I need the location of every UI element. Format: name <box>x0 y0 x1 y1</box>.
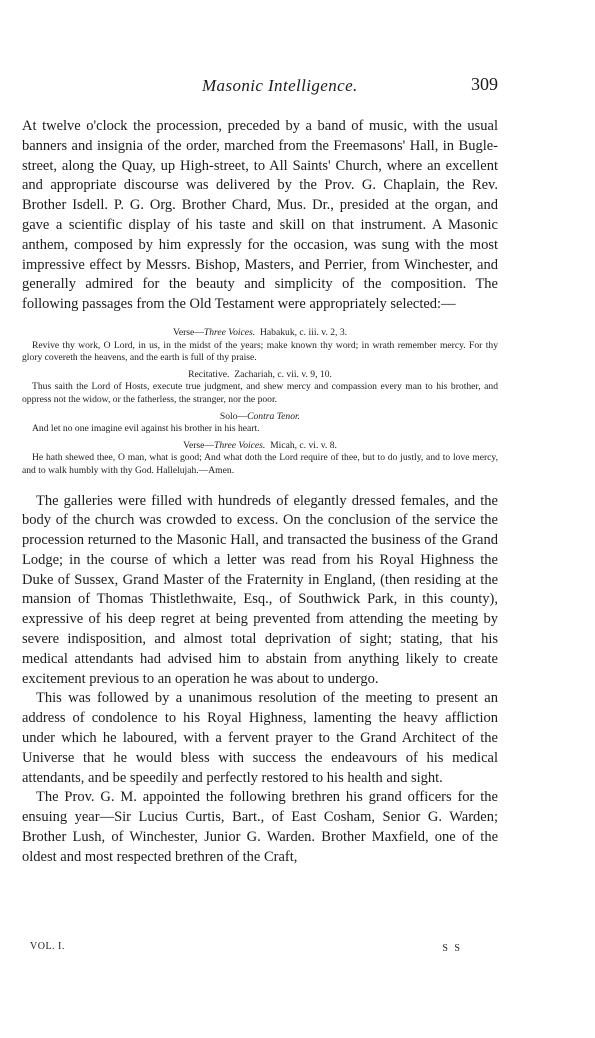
signature-mark: S S <box>442 943 462 954</box>
running-title: Masonic Intelligence. <box>202 76 358 95</box>
passage-reference: Micah, c. vi. v. 8. <box>270 439 337 451</box>
page-body <box>22 117 498 868</box>
passage-voices: Three Voices. <box>203 326 256 338</box>
passage-label: Solo— <box>219 410 248 422</box>
passage-text: He hath shewed thee, O man, what is good; And what doth the Lord require of thee, but to do justly, and to love mercy, and to walk humbly with thy God. Hallelujah.—Amen. <box>22 452 498 476</box>
passage-label: Verse— <box>172 326 204 338</box>
volume-marker: VOL. I. <box>30 941 65 952</box>
passage-voices: Three Voices. <box>213 439 266 451</box>
passage-text: Revive thy work, O Lord, in us, in the midst of the years; make known thy word; in wrath remember mercy. For thy glory covereth the heavens, and the earth is full of thy praise. <box>22 339 498 364</box>
paragraph-procession: At twelve o'clock the procession, preceded by a band of music, with the usual banners and insignia of the order, marched from the Freemasons' Hall, in Bugle-street, along the Quay, up High-street, to All Saints' Church, where an excellent and appropriate discourse was delivered by the Prov. G. Chaplain, the Rev. Brother Isdell. P. G. Org. Brother Chard, Mus. Dr., presided at the organ, and gave a scientific display of his taste and skill on that instrument. A Masonic anthem, composed by him expressly for the occasion, was sung with the most impressive effect by Messrs. Bishop, Masters, and Perrier, from Winchester, and generally admired for the beauty and simplicity of the composition. The following passages from the Old Testament were appropriately selected:— <box>22 118 498 313</box>
passage-reference: Habakuk, c. iii. v. 2, 3. <box>260 326 348 338</box>
passage-habakuk <box>22 327 498 365</box>
passage-micah <box>22 440 498 478</box>
passage-zachariah <box>22 369 498 407</box>
paragraph-galleries: The galleries were filled with hundreds of elegantly dressed females, and the body of the church was crowded to excess. On the conclusion of the service the procession returned to the Masonic Hall, and transacted the business of the Grand Lodge; in the course of which a letter was read from his Royal Highness the Duke of Sussex, Grand Master of the Fraternity in England, (then residing at the mansion of Thomas Thistlethwaite, Esq., of Southwick Park, in this county), expressive of his deep regret at being prevented from attending the meeting by severe indisposition, and almost total deprivation of sight; stating, that his medical attendants had advised him to abstain from anything likely to create excitement previous to an operation he was about to undergo. <box>22 492 498 687</box>
passage-reference: Zachariah, c. vii. v. 9, 10. <box>234 368 332 380</box>
passage-label: Recitative. <box>188 368 230 380</box>
passage-solo <box>22 411 498 436</box>
page-footer <box>22 941 498 957</box>
page-number: 309 <box>471 74 498 94</box>
passage-text: Thus saith the Lord of Hosts, execute true judgment, and shew mercy and compassion every man to his brother, and oppress not the widow, or the fatherless, the stranger, nor the poor. <box>22 381 498 405</box>
anthem-passages <box>22 327 498 478</box>
passage-label: Verse— <box>183 439 214 451</box>
paragraph-appointments: The Prov. G. M. appointed the following brethren his grand officers for the ensuing year—Sir Lucius Curtis, Bart., of East Cosham, Senior G. Warden; Brother Lush, of Winchester, Junior G. Warden. Brother Maxfield, one of the oldest and most respected brethren of the Craft, <box>22 789 498 865</box>
page-header <box>22 72 498 98</box>
passage-voices: Contra Tenor. <box>247 410 301 422</box>
paragraph-resolution: This was followed by a unanimous resolution of the meeting to present an address of condolence to his Royal Highness, lamenting the heavy affliction under which he laboured, with a fervent prayer to the Grand Architect of the Universe that he would bless with success the endeavours of his medical attendants, and be speedily and perfectly restored to his health and sight. <box>22 690 498 786</box>
passage-text: And let no one imagine evil against his brother in his heart. <box>32 423 260 435</box>
